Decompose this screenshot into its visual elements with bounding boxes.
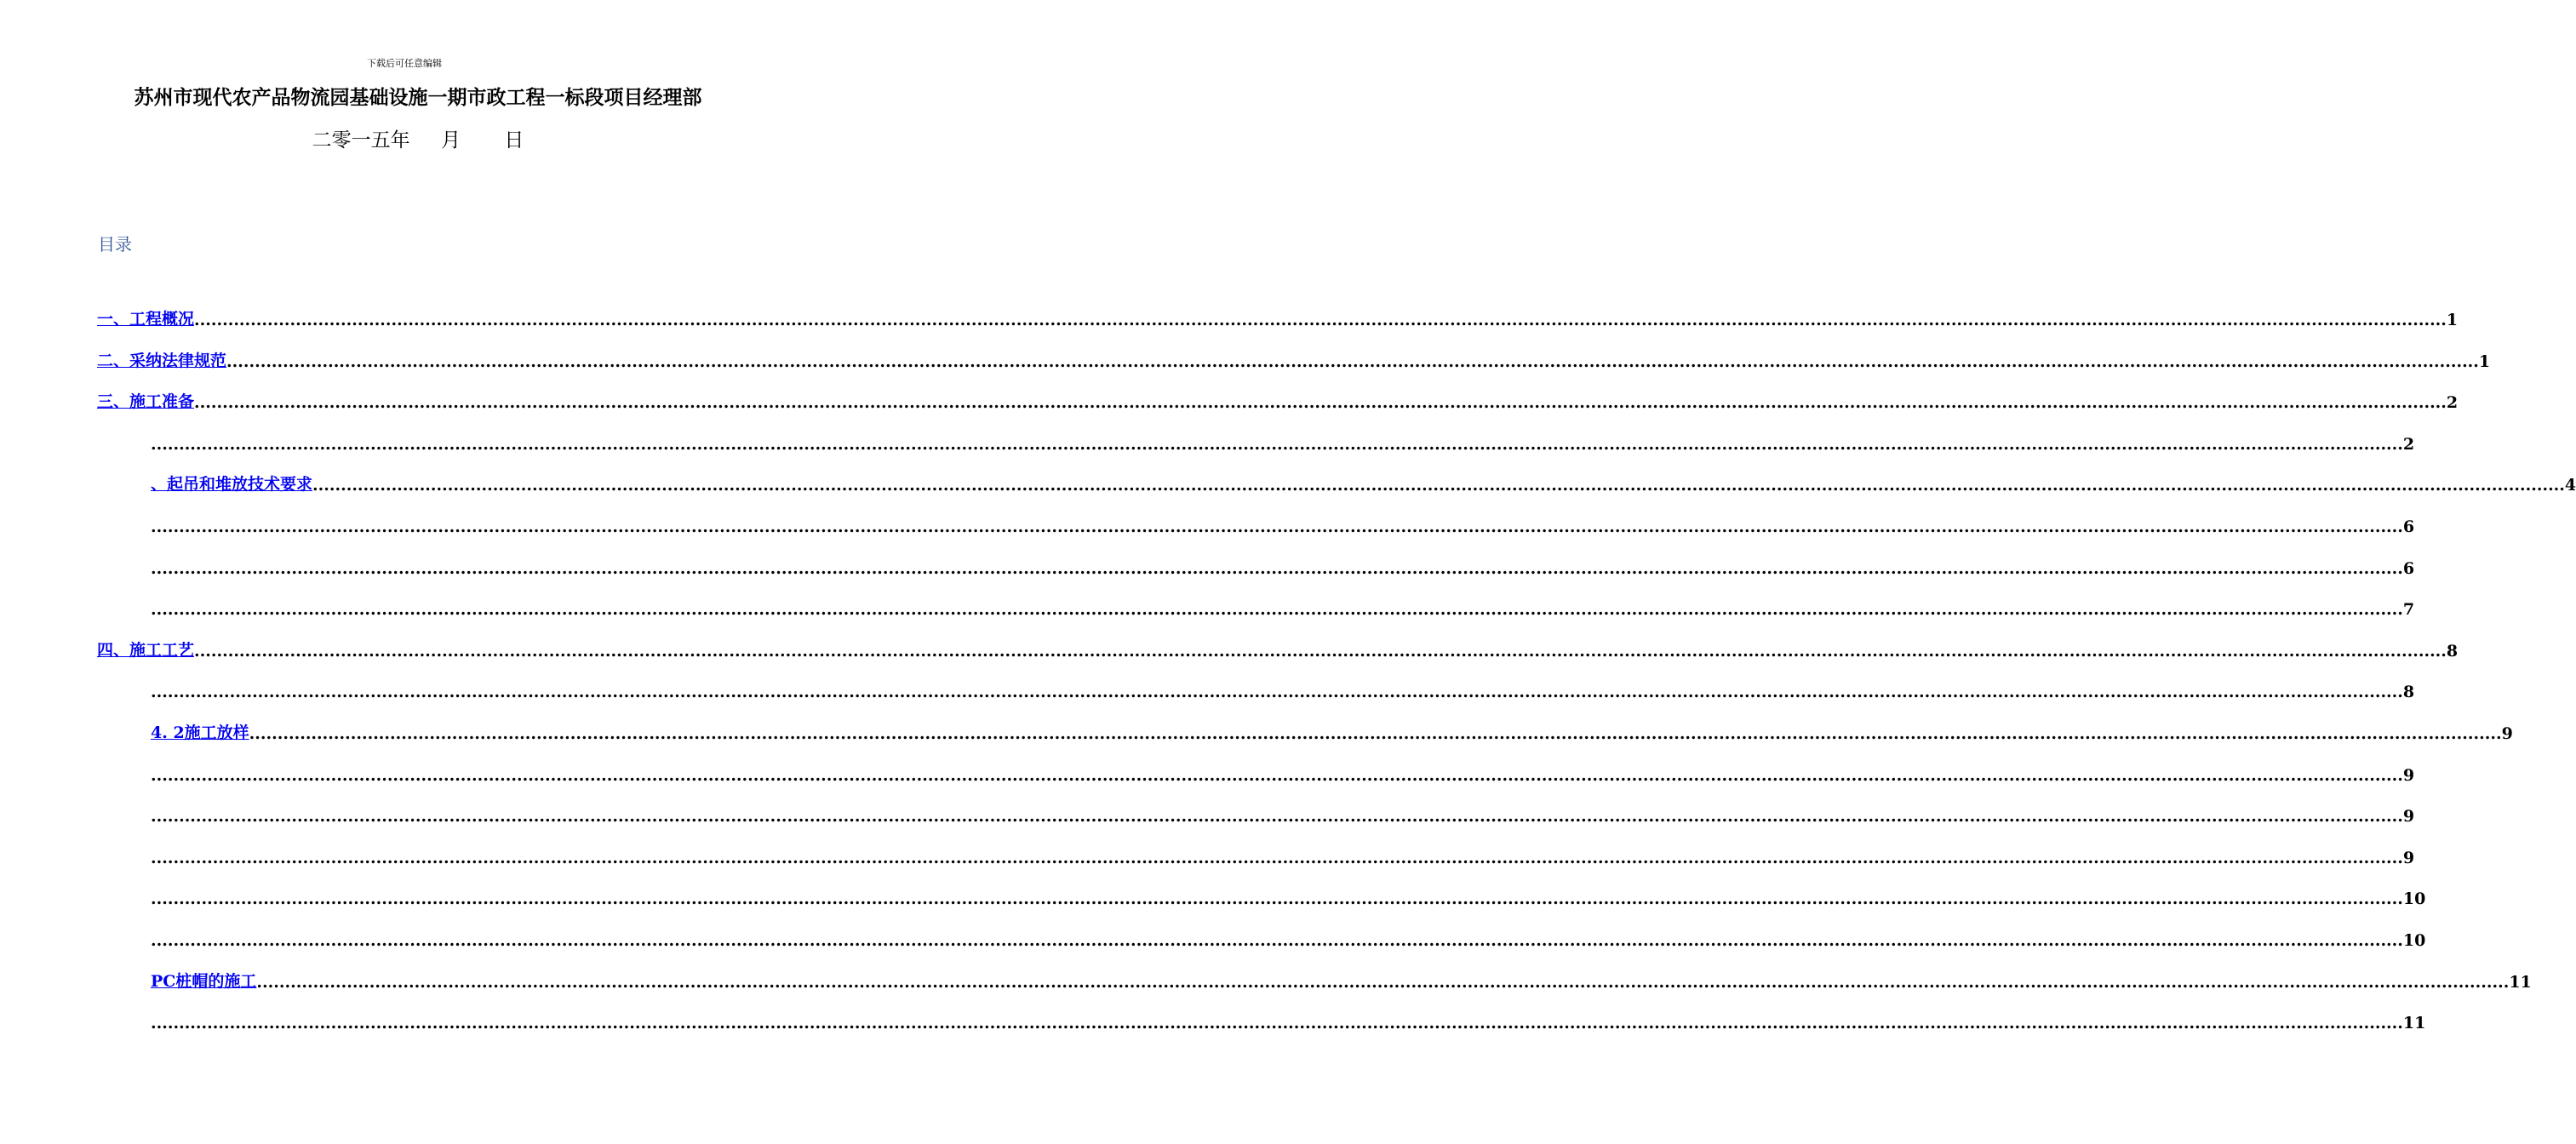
toc-entry[interactable]	[151, 759, 2415, 785]
toc-entry[interactable]	[151, 966, 2532, 992]
toc-entry[interactable]	[97, 386, 2459, 413]
toc-page-number: 8	[2446, 641, 2459, 661]
toc-entry[interactable]	[97, 346, 2491, 371]
toc-dot-leader: ................................................................................................................................................................................................................................................................................................................................................................................................................	[194, 641, 2447, 661]
toc-dot-leader: ................................................................................................................................................................................................................................................................................................................................................................................................................	[151, 1014, 2403, 1033]
toc-page-number: 4	[2564, 476, 2576, 495]
toc-dot-leader: ................................................................................................................................................................................................................................................................................................................................................................................................................	[151, 931, 2403, 950]
toc-entry-link[interactable]: 4. 2施工放样	[151, 724, 249, 742]
document-title: 苏州市现代农产品物流园基础设施一期市政工程一标段项目经理部	[134, 86, 702, 109]
toc-dot-leader: ................................................................................................................................................................................................................................................................................................................................................................................................................	[151, 558, 2403, 578]
toc-page-number: 1	[2478, 352, 2491, 371]
header-note: 下载后可任意编辑	[367, 58, 442, 69]
toc-dot-leader: ................................................................................................................................................................................................................................................................................................................................................................................................................	[151, 683, 2403, 702]
toc-entry[interactable]	[151, 469, 2576, 495]
toc-entry[interactable]	[97, 304, 2459, 329]
toc-dot-leader: ................................................................................................................................................................................................................................................................................................................................................................................................................	[312, 476, 2565, 495]
toc-page-number: 6	[2402, 558, 2415, 578]
toc-page-number: 9	[2501, 724, 2513, 743]
toc-entry-link[interactable]: 、起吊和堆放技术要求	[151, 475, 313, 495]
toc-entry[interactable]	[151, 800, 2415, 827]
toc-dot-leader: ................................................................................................................................................................................................................................................................................................................................................................................................................	[151, 807, 2403, 827]
toc-page-number: 9	[2402, 807, 2415, 827]
toc-entry[interactable]	[151, 593, 2415, 620]
toc-page-number: 2	[2402, 434, 2415, 454]
toc-dot-leader: ................................................................................................................................................................................................................................................................................................................................................................................................................	[226, 352, 2479, 371]
toc-dot-leader: ................................................................................................................................................................................................................................................................................................................................................................................................................	[151, 434, 2403, 454]
toc-page-number: 9	[2402, 765, 2415, 785]
toc-heading: 目录	[98, 234, 132, 255]
toc-page-number: 2	[2446, 393, 2459, 413]
toc-dot-leader: ................................................................................................................................................................................................................................................................................................................................................................................................................	[151, 848, 2403, 867]
toc-dot-leader: ................................................................................................................................................................................................................................................................................................................................................................................................................	[151, 600, 2403, 620]
toc-entry-link[interactable]: 二、采纳法律规范	[97, 351, 227, 370]
toc-dot-leader: ................................................................................................................................................................................................................................................................................................................................................................................................................	[151, 889, 2403, 909]
toc-page-number: 10	[2402, 931, 2426, 950]
toc-page-number: 11	[2509, 972, 2532, 992]
toc-entry[interactable]	[151, 842, 2415, 867]
toc-dot-leader: ................................................................................................................................................................................................................................................................................................................................................................................................................	[256, 972, 2510, 992]
toc-entry[interactable]	[151, 511, 2415, 536]
toc-page-number: 10	[2402, 889, 2426, 909]
toc-page-number: 8	[2402, 683, 2415, 702]
document-date: 二零一五年 月 日	[312, 129, 524, 152]
toc-page-number: 11	[2402, 1014, 2426, 1033]
toc-page-number: 7	[2402, 600, 2415, 620]
toc-entry-link[interactable]: PC桩帽的施工	[151, 971, 257, 991]
toc-entry-link[interactable]: 四、施工工艺	[97, 640, 195, 660]
toc-entry-link[interactable]: 三、施工准备	[97, 392, 195, 412]
toc-page-number: 1	[2446, 311, 2459, 329]
toc-entry[interactable]	[151, 883, 2426, 909]
toc-entry[interactable]	[151, 924, 2426, 950]
toc-entry[interactable]	[151, 676, 2415, 702]
toc-dot-leader: ................................................................................................................................................................................................................................................................................................................................................................................................................	[151, 518, 2403, 536]
toc-page-number: 9	[2402, 848, 2415, 867]
toc-entry[interactable]	[151, 718, 2513, 743]
toc-entry[interactable]	[151, 428, 2415, 454]
toc-entry-link[interactable]: 一、工程概况	[97, 310, 195, 329]
toc-entry[interactable]	[97, 635, 2459, 661]
toc-dot-leader: ................................................................................................................................................................................................................................................................................................................................................................................................................	[249, 724, 2502, 743]
toc-dot-leader: ................................................................................................................................................................................................................................................................................................................................................................................................................	[194, 393, 2447, 413]
toc-entry[interactable]	[151, 1007, 2426, 1033]
toc-page-number: 6	[2402, 518, 2415, 536]
toc-dot-leader: ................................................................................................................................................................................................................................................................................................................................................................................................................	[194, 311, 2447, 329]
toc-entry[interactable]	[151, 552, 2415, 578]
toc-dot-leader: ................................................................................................................................................................................................................................................................................................................................................................................................................	[151, 765, 2403, 785]
